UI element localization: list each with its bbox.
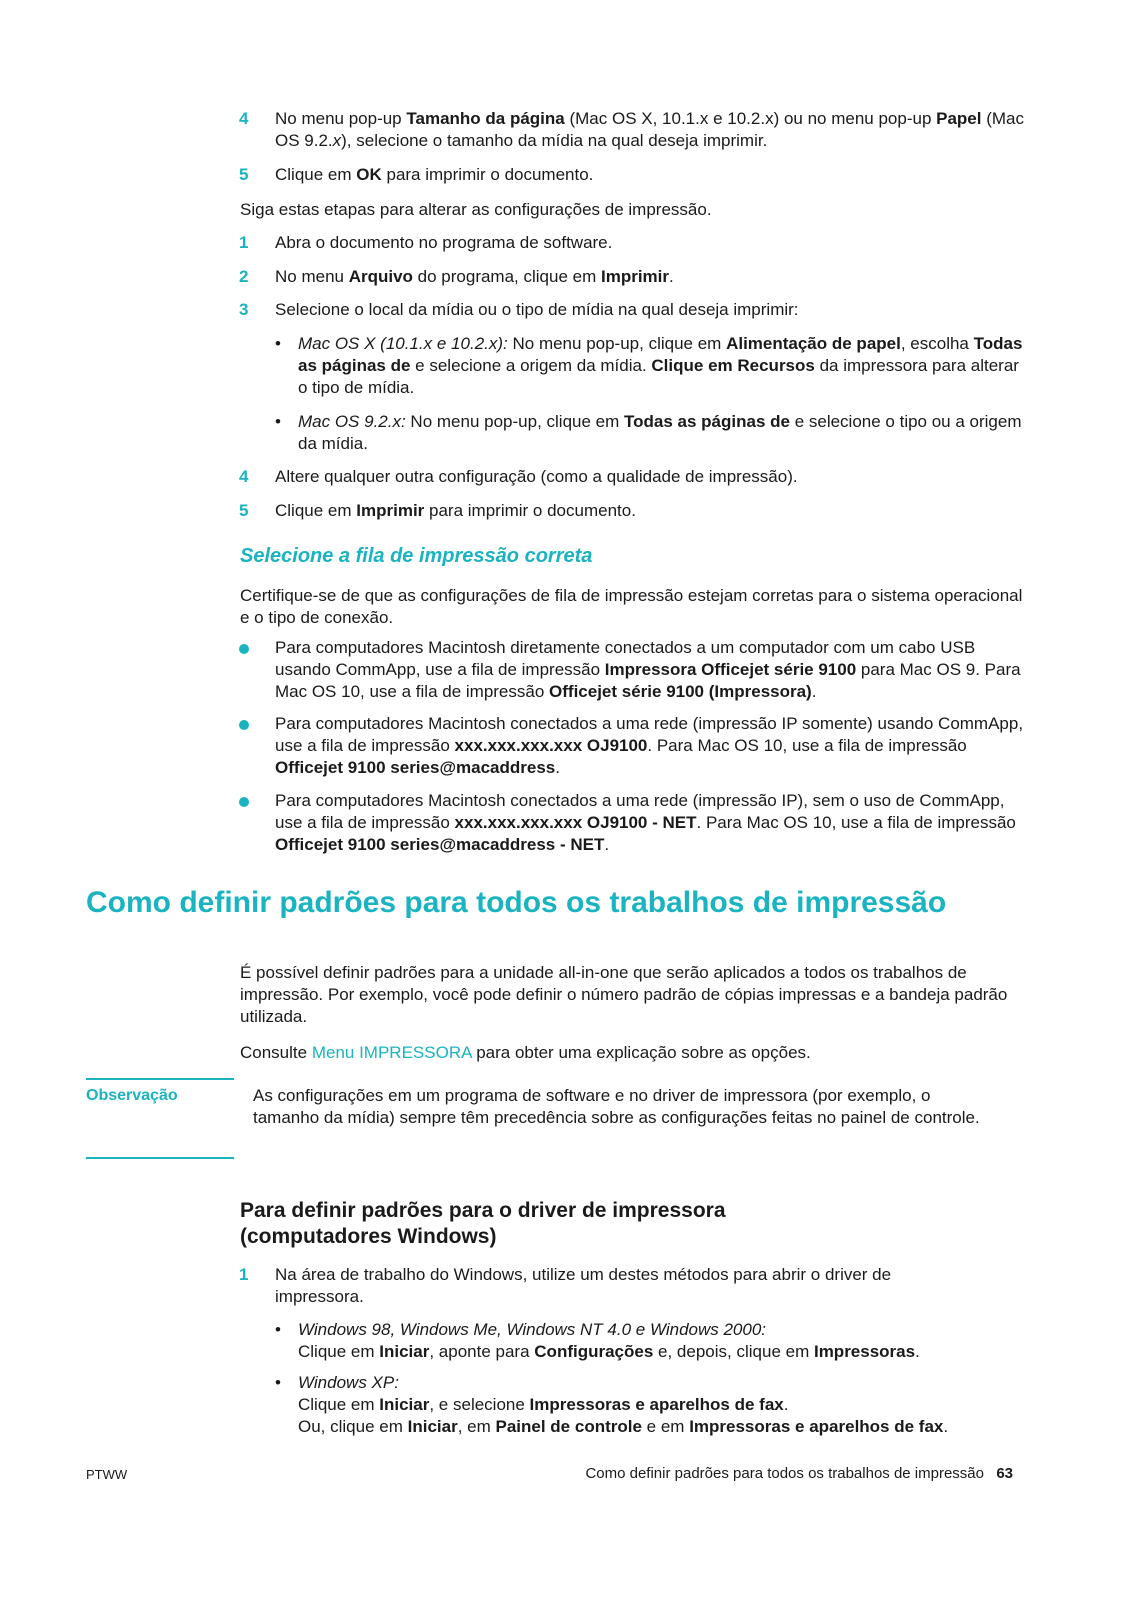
step-number: 2: [239, 267, 249, 286]
note-text: As configurações em um programa de software e no driver de impressora (por exemplo, o tamanho da mídia) sempre têm precedência sobre as configurações feitas no painel de controle.: [253, 1086, 980, 1127]
step-text: Clique em OK para imprimir o documento.: [275, 165, 594, 184]
bullet-text: Para computadores Macintosh conectados a uma rede (impressão IP), sem o uso de CommApp, use a fila de impressão xxx.xxx.xxx.xxx OJ9100 - NET. Para Mac OS 10, use a fila de impressão Officejet 9100 series@macaddress - NET.: [275, 791, 1016, 854]
section-intro: Certifique-se de que as configurações de fila de impressão estejam corretas para o sistema operacional e o tipo de conexão.: [240, 586, 1023, 627]
page-number: 63: [996, 1465, 1013, 1482]
bullet-dot: [239, 644, 249, 654]
bullet-marker: •: [275, 1320, 281, 1339]
bullet-text: Windows 98, Windows Me, Windows NT 4.0 e Windows 2000: Clique em Iniciar, aponte para Configurações e, depois, clique em Impressoras.: [298, 1320, 920, 1361]
note-bottom-rule: [86, 1157, 234, 1159]
reference-paragraph: Consulte Menu IMPRESSORA para obter uma explicação sobre as opções.: [240, 1043, 811, 1062]
bullet-dot: [239, 720, 249, 730]
page-heading: Como definir padrões para todos os trabalhos de impressão: [86, 886, 947, 919]
step-text: Selecione o local da mídia ou o tipo de mídia na qual deseja imprimir:: [275, 300, 799, 319]
step-number: 4: [239, 109, 249, 128]
bullet-text: Windows XP: Clique em Iniciar, e selecione Impressoras e aparelhos de fax. Ou, clique em Iniciar, em Painel de controle e em Impressoras e aparelhos de fax.: [298, 1373, 949, 1436]
bullet-marker: •: [275, 334, 281, 353]
note-label: Observação: [86, 1087, 178, 1104]
bullet-dot: [239, 797, 249, 807]
step-number: 1: [239, 1265, 249, 1284]
step-text: No menu Arquivo do programa, clique em Imprimir.: [275, 267, 674, 286]
step-text: Altere qualquer outra configuração (como a qualidade de impressão).: [275, 467, 798, 486]
bullet-text: Para computadores Macintosh conectados a uma rede (impressão IP somente) usando CommApp, use a fila de impressão xxx.xxx.xxx.xxx OJ9100. Para Mac OS 10, use a fila de impressão Officejet 9100 series@macaddress.: [275, 714, 1024, 777]
bullet-text: Mac OS X (10.1.x e 10.2.x): No menu pop-up, clique em Alimentação de papel, escolha Todas as páginas de e selecione a origem da mídia. Clique em Recursos da impressora para alterar o tipo de mídia.: [298, 334, 1023, 397]
step-number: 5: [239, 501, 249, 520]
defaults-paragraph: É possível definir padrões para a unidade all-in-one que serão aplicados a todos os trabalhos de impressão. Por exemplo, você pode definir o número padrão de cópias impressas e a bandeja padrão utilizada.: [240, 963, 1008, 1026]
step-number: 1: [239, 233, 249, 252]
step-text: Clique em Imprimir para imprimir o documento.: [275, 501, 636, 520]
bullet-marker: •: [275, 412, 281, 431]
step-text: Na área de trabalho do Windows, utilize um destes métodos para abrir o driver de impressora.: [275, 1265, 892, 1306]
step-number: 4: [239, 467, 249, 486]
step-number: 3: [239, 300, 249, 319]
windows-subheading: Para definir padrões para o driver de impressora (computadores Windows): [240, 1199, 726, 1248]
footer-left: PTWW: [86, 1467, 128, 1482]
bullet-text: Para computadores Macintosh diretamente conectados a um computador com um cabo USB usando CommApp, use a fila de impressão Impressora Officejet série 9100 para Mac OS 9. Para Mac OS 10, use a fila de impressão Officejet série 9100 (Impressora).: [275, 638, 1021, 701]
intro-paragraph: Siga estas etapas para alterar as configurações de impressão.: [240, 200, 712, 219]
section-subheading: Selecione a fila de impressão correta: [240, 545, 593, 567]
menu-impressora-link[interactable]: Menu IMPRESSORA: [311, 1043, 472, 1062]
bullet-marker: •: [275, 1373, 281, 1392]
note-top-rule: [86, 1078, 234, 1080]
step-number: 5: [239, 165, 249, 184]
footer-title: Como definir padrões para todos os trabalhos de impressão: [585, 1465, 984, 1482]
bullet-text: Mac OS 9.2.x: No menu pop-up, clique em Todas as páginas de e selecione o tipo ou a origem da mídia.: [298, 412, 1022, 453]
step-text: No menu pop-up Tamanho da página (Mac OS X, 10.1.x e 10.2.x) ou no menu pop-up Papel (Mac OS 9.2.x), selecione o tamanho da mídia na qual deseja imprimir.: [275, 109, 1024, 150]
step-text: Abra o documento no programa de software.: [275, 233, 613, 252]
